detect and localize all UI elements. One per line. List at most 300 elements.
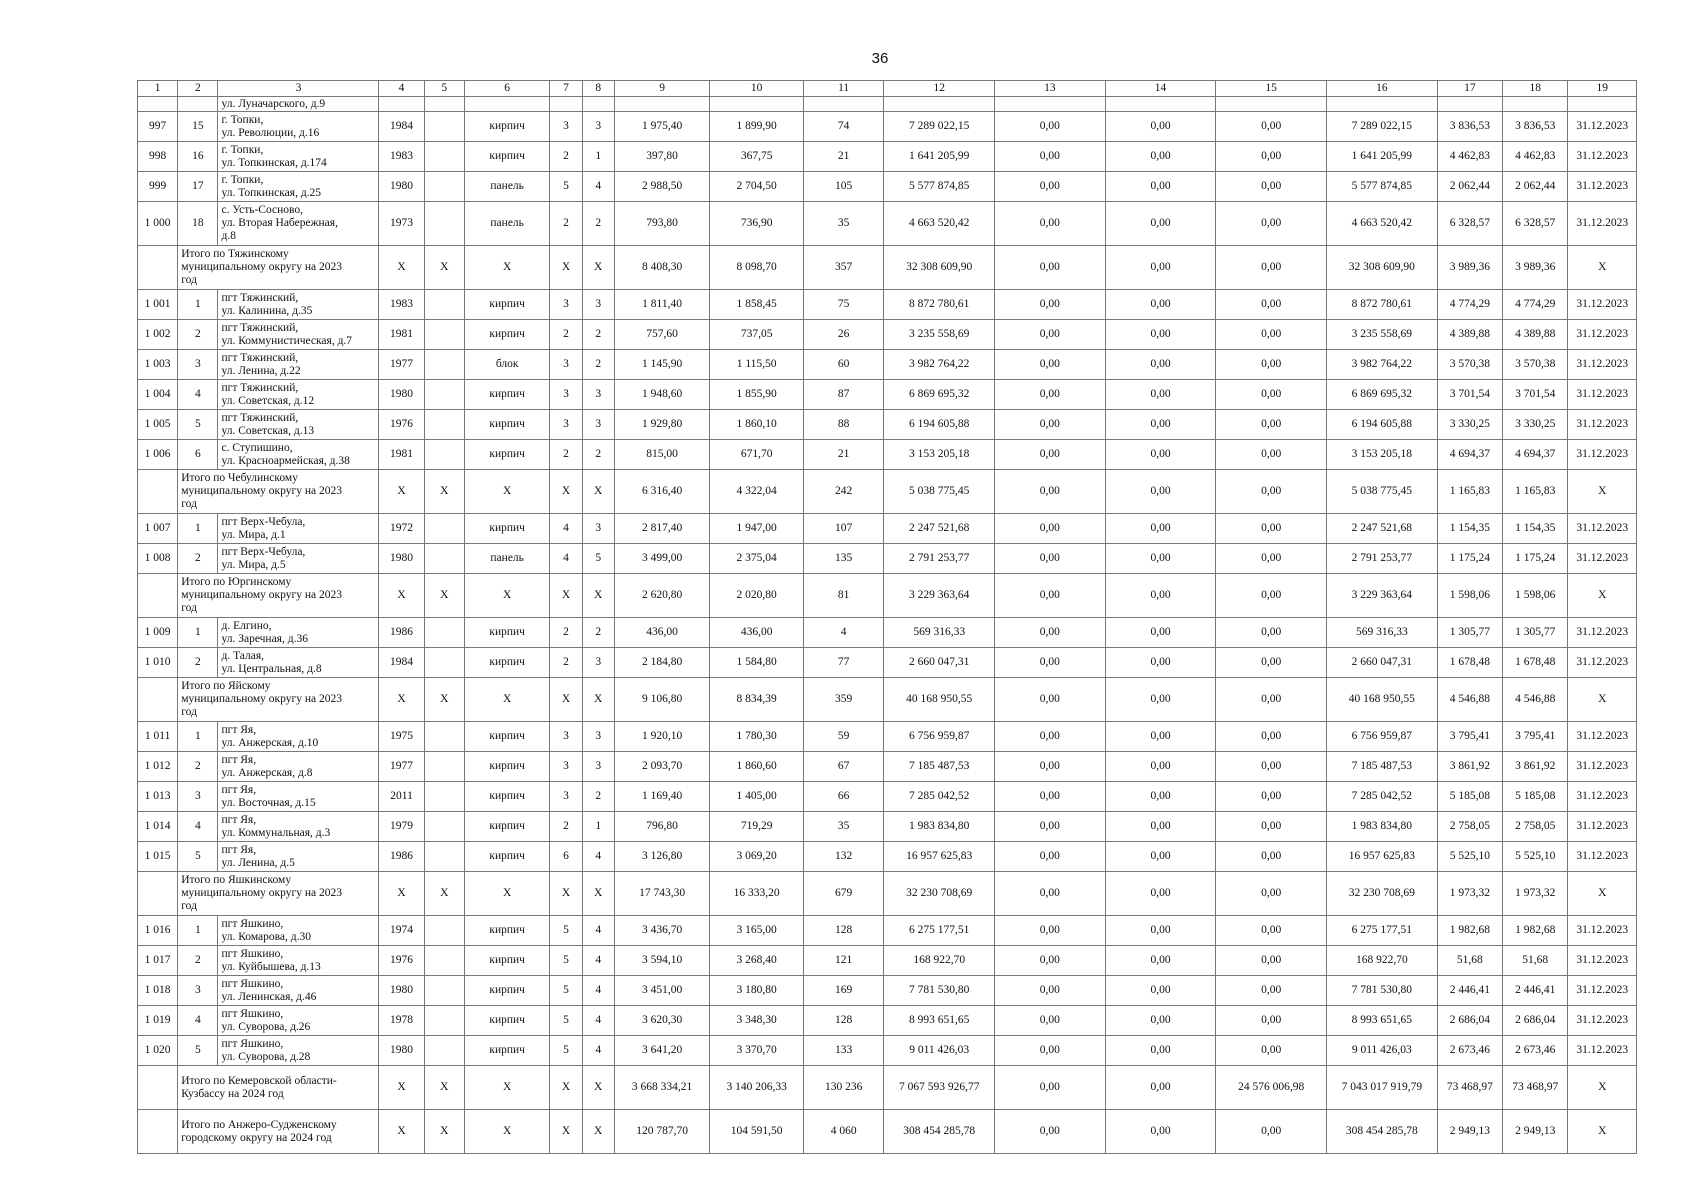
table-cell: 5 [178, 842, 218, 872]
table-cell: 0,00 [1216, 722, 1327, 752]
table-cell: 1 780,30 [710, 722, 804, 752]
table-cell: 0,00 [1105, 722, 1216, 752]
table-cell: X [464, 1066, 550, 1110]
table-cell: 0,00 [1105, 544, 1216, 574]
table-cell: 67 [803, 752, 883, 782]
table-cell: 0,00 [1216, 470, 1327, 514]
table-cell: X [582, 678, 614, 722]
table-cell: 2 375,04 [710, 544, 804, 574]
table-cell [424, 722, 464, 752]
table-cell: 1 017 [138, 946, 178, 976]
table-cell: 2 [582, 440, 614, 470]
column-header-5: 5 [424, 81, 464, 97]
table-cell [424, 514, 464, 544]
table-cell: 3 989,36 [1437, 246, 1502, 290]
table-cell [424, 380, 464, 410]
table-cell: кирпич [464, 290, 550, 320]
table-cell: X [550, 1066, 582, 1110]
table-cell [424, 1036, 464, 1066]
table-cell: 308 454 285,78 [884, 1110, 995, 1154]
table-cell: 6 275 177,51 [884, 916, 995, 946]
address-cell: пгт Верх-Чебула, ул. Мира, д.1 [218, 514, 379, 544]
table-cell: 31.12.2023 [1568, 812, 1637, 842]
table-cell: 4 663 520,42 [1327, 202, 1438, 246]
table-cell: 0,00 [995, 350, 1106, 380]
table-cell: 3 069,20 [710, 842, 804, 872]
table-cell: 1976 [379, 946, 424, 976]
table-row [138, 976, 1637, 1006]
table-cell: 367,75 [710, 142, 804, 172]
table-cell: 0,00 [995, 320, 1106, 350]
table-cell: 3 [178, 976, 218, 1006]
address-cell: пгт Яшкино, ул. Суворова, д.26 [218, 1006, 379, 1036]
table-cell: 8 834,39 [710, 678, 804, 722]
table-cell: 1 175,24 [1437, 544, 1502, 574]
table-cell: X [582, 1110, 614, 1154]
table-cell: 0,00 [1105, 1036, 1216, 1066]
table-cell: 1 641 205,99 [884, 142, 995, 172]
table-cell: X [379, 470, 424, 514]
table-cell: 1 405,00 [710, 782, 804, 812]
column-header-13: 13 [995, 81, 1106, 97]
table-cell: 1 009 [138, 618, 178, 648]
table-cell [1105, 97, 1216, 112]
table-cell: 1 948,60 [614, 380, 710, 410]
table-cell: X [582, 872, 614, 916]
table-cell: 121 [803, 946, 883, 976]
table-cell: 4 389,88 [1503, 320, 1568, 350]
table-cell: 679 [803, 872, 883, 916]
table-cell: 4 774,29 [1437, 290, 1502, 320]
column-header-17: 17 [1437, 81, 1502, 97]
table-cell: 3 [550, 112, 582, 142]
table-cell: X [424, 574, 464, 618]
table-cell: 0,00 [1105, 142, 1216, 172]
table-cell: 31.12.2023 [1568, 544, 1637, 574]
table-cell: 2 446,41 [1503, 976, 1568, 1006]
table-cell: 8 872 780,61 [1327, 290, 1438, 320]
table-cell: 1 007 [138, 514, 178, 544]
header-row [138, 81, 1637, 97]
table-cell: 2 [550, 812, 582, 842]
table-cell: 133 [803, 1036, 883, 1066]
table-cell [710, 97, 804, 112]
table-cell: 671,70 [710, 440, 804, 470]
column-header-11: 11 [803, 81, 883, 97]
table-cell: 0,00 [995, 202, 1106, 246]
table-cell: 0,00 [1105, 648, 1216, 678]
table-cell: 997 [138, 112, 178, 142]
table-cell: 4 [582, 172, 614, 202]
table-cell: 0,00 [1105, 350, 1216, 380]
table-cell: 8 993 651,65 [884, 1006, 995, 1036]
table-cell: 5 [178, 1036, 218, 1066]
table-cell: 2 [582, 202, 614, 246]
table-cell: 0,00 [995, 782, 1106, 812]
table-cell: 0,00 [1105, 872, 1216, 916]
table-cell: 1973 [379, 202, 424, 246]
address-cell: пгт Тяжинский, ул. Коммунистическая, д.7 [218, 320, 379, 350]
column-header-4: 4 [379, 81, 424, 97]
table-cell: 16 957 625,83 [1327, 842, 1438, 872]
table-cell: 4 663 520,42 [884, 202, 995, 246]
table-cell [424, 618, 464, 648]
table-cell: 3 348,30 [710, 1006, 804, 1036]
table-cell: 3 126,80 [614, 842, 710, 872]
table-cell: кирпич [464, 410, 550, 440]
table-cell: кирпич [464, 782, 550, 812]
table-cell: X [582, 1066, 614, 1110]
table-cell: 2 660 047,31 [884, 648, 995, 678]
table-row [138, 440, 1637, 470]
table-cell: 1 006 [138, 440, 178, 470]
table-cell: 31.12.2023 [1568, 350, 1637, 380]
table-cell: 0,00 [1105, 320, 1216, 350]
table-cell: 3 [582, 514, 614, 544]
table-cell: 3 [582, 112, 614, 142]
table-cell: 2 [178, 946, 218, 976]
table-cell: 0,00 [1216, 842, 1327, 872]
table-cell: 51,68 [1503, 946, 1568, 976]
table-cell: 0,00 [995, 976, 1106, 1006]
table-cell: 74 [803, 112, 883, 142]
table-cell: 0,00 [995, 1006, 1106, 1036]
address-cell: пгт Тяжинский, ул. Советская, д.12 [218, 380, 379, 410]
table-cell: 397,80 [614, 142, 710, 172]
table-cell: 4 [582, 916, 614, 946]
table-cell: 31.12.2023 [1568, 320, 1637, 350]
table-cell [1503, 97, 1568, 112]
table-cell: 3 989,36 [1503, 246, 1568, 290]
table-cell: 569 316,33 [1327, 618, 1438, 648]
table-cell: 0,00 [995, 246, 1106, 290]
table-cell: 3 [582, 722, 614, 752]
table-cell: X [550, 678, 582, 722]
table-cell: 0,00 [995, 812, 1106, 842]
table-cell: кирпич [464, 648, 550, 678]
table-cell: 3 836,53 [1437, 112, 1502, 142]
table-cell: 1981 [379, 320, 424, 350]
table-cell: X [464, 470, 550, 514]
address-cell: пгт Яя, ул. Восточная, д.15 [218, 782, 379, 812]
table-cell [138, 1110, 178, 1154]
table-cell: 757,60 [614, 320, 710, 350]
table-cell: 2 093,70 [614, 752, 710, 782]
table-cell: 3 180,80 [710, 976, 804, 1006]
table-cell: 0,00 [1105, 470, 1216, 514]
table-cell: 1 678,48 [1503, 648, 1568, 678]
table-cell: 4 694,37 [1503, 440, 1568, 470]
table-cell: 736,90 [710, 202, 804, 246]
table-cell: X [550, 1110, 582, 1154]
column-header-1: 1 [138, 81, 178, 97]
column-header-15: 15 [1216, 81, 1327, 97]
table-cell: 1 982,68 [1503, 916, 1568, 946]
table-cell: X [582, 470, 614, 514]
table-cell: 0,00 [1216, 172, 1327, 202]
table-row [138, 142, 1637, 172]
table-cell: 1 982,68 [1437, 916, 1502, 946]
page-number: 36 [871, 50, 889, 67]
table-cell: 2 [178, 544, 218, 574]
table-cell: кирпич [464, 722, 550, 752]
table-cell [138, 1066, 178, 1110]
table-cell: 0,00 [1216, 574, 1327, 618]
table-cell [138, 872, 178, 916]
table-cell: 0,00 [1216, 1006, 1327, 1036]
subtotal-label: Итого по Анжеро-Судженскому городскому округу на 2024 год [178, 1110, 379, 1154]
table-cell: 3 [178, 350, 218, 380]
table-cell: 5 185,08 [1503, 782, 1568, 812]
table-cell: X [379, 678, 424, 722]
table-cell: 0,00 [1216, 514, 1327, 544]
table-cell: 3 [582, 648, 614, 678]
table-cell: 1986 [379, 842, 424, 872]
table-cell: 0,00 [1105, 112, 1216, 142]
table-cell: 5 038 775,45 [1327, 470, 1438, 514]
table-cell: 1977 [379, 752, 424, 782]
table-cell: 3 641,20 [614, 1036, 710, 1066]
table-cell: 31.12.2023 [1568, 290, 1637, 320]
table-cell: 2 791 253,77 [884, 544, 995, 574]
subtotal-row [138, 1066, 1637, 1110]
table-cell: 0,00 [1216, 440, 1327, 470]
table-cell: 105 [803, 172, 883, 202]
address-cell: пгт Тяжинский, ул. Советская, д.13 [218, 410, 379, 440]
table-cell: 1975 [379, 722, 424, 752]
table-cell: 3 668 334,21 [614, 1066, 710, 1110]
table-cell: 1 002 [138, 320, 178, 350]
table-cell: X [424, 470, 464, 514]
table-cell: 5 038 775,45 [884, 470, 995, 514]
table-cell: 2 686,04 [1437, 1006, 1502, 1036]
table-cell: 3 330,25 [1503, 410, 1568, 440]
table-cell [138, 246, 178, 290]
table-cell [424, 648, 464, 678]
table-cell: 1 154,35 [1503, 514, 1568, 544]
table-cell: 1 012 [138, 752, 178, 782]
table-cell [424, 782, 464, 812]
table-cell: 3 [178, 782, 218, 812]
table-cell: 3 153 205,18 [1327, 440, 1438, 470]
table-cell: 1 598,06 [1437, 574, 1502, 618]
column-header-18: 18 [1503, 81, 1568, 97]
table-cell: 0,00 [995, 1036, 1106, 1066]
table-cell: 0,00 [1105, 246, 1216, 290]
table-cell: 135 [803, 544, 883, 574]
table-cell: 0,00 [995, 142, 1106, 172]
table-cell: 0,00 [1105, 290, 1216, 320]
table-cell: 40 168 950,55 [1327, 678, 1438, 722]
table-cell: 35 [803, 202, 883, 246]
address-cell: с. Ступишино, ул. Красноармейская, д.38 [218, 440, 379, 470]
table-cell: 1983 [379, 290, 424, 320]
table-header [138, 81, 1637, 97]
table-cell: 0,00 [1216, 350, 1327, 380]
table-cell: 0,00 [1105, 410, 1216, 440]
table-cell: 1 899,90 [710, 112, 804, 142]
table-cell: 0,00 [1216, 618, 1327, 648]
table-cell: 2 [582, 782, 614, 812]
table-cell: 0,00 [1216, 1036, 1327, 1066]
table-row [138, 812, 1637, 842]
table-cell: 2 062,44 [1503, 172, 1568, 202]
table-cell: 31.12.2023 [1568, 722, 1637, 752]
table-cell: 4 [582, 1006, 614, 1036]
table-cell [424, 946, 464, 976]
table-cell: 31.12.2023 [1568, 202, 1637, 246]
table-row [138, 842, 1637, 872]
table-cell: 7 289 022,15 [1327, 112, 1438, 142]
table-cell [379, 97, 424, 112]
subtotal-label: Итого по Чебулинскому муниципальному округу на 2023 год [178, 470, 379, 514]
table-cell: 3 [582, 380, 614, 410]
table-cell: панель [464, 172, 550, 202]
table-cell: 0,00 [1105, 618, 1216, 648]
table-cell [424, 842, 464, 872]
address-cell: г. Топки, ул. Революции, д.16 [218, 112, 379, 142]
address-cell: с. Усть-Сосново, ул. Вторая Набережная, д.8 [218, 202, 379, 246]
table-cell: 569 316,33 [884, 618, 995, 648]
table-cell: 4 462,83 [1437, 142, 1502, 172]
table-cell: 17 743,30 [614, 872, 710, 916]
table-cell: 7 285 042,52 [1327, 782, 1438, 812]
table-cell: 168 922,70 [884, 946, 995, 976]
table-cell: 5 [582, 544, 614, 574]
table-cell: 1 641 205,99 [1327, 142, 1438, 172]
table-cell [1568, 97, 1637, 112]
table-cell: 1984 [379, 648, 424, 678]
table-cell: 1978 [379, 1006, 424, 1036]
table-cell [138, 470, 178, 514]
table-cell: 31.12.2023 [1568, 618, 1637, 648]
subtotal-row [138, 872, 1637, 916]
table-row [138, 514, 1637, 544]
table-cell: 2 247 521,68 [1327, 514, 1438, 544]
table-cell: 0,00 [1216, 410, 1327, 440]
table-cell: 2 620,80 [614, 574, 710, 618]
table-cell: 1 013 [138, 782, 178, 812]
table-cell: 31.12.2023 [1568, 1006, 1637, 1036]
table-cell: 4 694,37 [1437, 440, 1502, 470]
table-cell: 168 922,70 [1327, 946, 1438, 976]
table-cell: 3 982 764,22 [884, 350, 995, 380]
table-cell: 3 235 558,69 [884, 320, 995, 350]
table-row [138, 350, 1637, 380]
table-cell: X [550, 872, 582, 916]
subtotal-label: Итого по Яйскому муниципальному округу на 2023 год [178, 678, 379, 722]
table-cell: 31.12.2023 [1568, 440, 1637, 470]
table-cell: X [550, 470, 582, 514]
column-header-9: 9 [614, 81, 710, 97]
column-header-6: 6 [464, 81, 550, 97]
table-cell: 999 [138, 172, 178, 202]
table-cell: 4 [582, 1036, 614, 1066]
table-cell: 1 860,10 [710, 410, 804, 440]
table-cell: 0,00 [1216, 872, 1327, 916]
table-cell: 0,00 [1216, 112, 1327, 142]
table-cell [424, 142, 464, 172]
table-cell: 4 462,83 [1503, 142, 1568, 172]
table-cell: X [379, 246, 424, 290]
table-cell: 0,00 [1105, 678, 1216, 722]
column-header-16: 16 [1327, 81, 1438, 97]
table-cell: 0,00 [1105, 1110, 1216, 1154]
table-cell: 4 [582, 842, 614, 872]
table-cell: 2 [550, 142, 582, 172]
table-cell: 1 [582, 142, 614, 172]
table-cell: 2 [582, 618, 614, 648]
table-cell [138, 678, 178, 722]
table-row [138, 648, 1637, 678]
table-cell: 0,00 [1105, 514, 1216, 544]
table-cell: 1980 [379, 380, 424, 410]
table-cell: 6 194 605,88 [1327, 410, 1438, 440]
table-cell: кирпич [464, 752, 550, 782]
table-cell: 15 [178, 112, 218, 142]
table-cell: 0,00 [995, 574, 1106, 618]
table-cell: 1 855,90 [710, 380, 804, 410]
table-cell: 3 235 558,69 [1327, 320, 1438, 350]
table-cell: 4 322,04 [710, 470, 804, 514]
table-cell: 1 008 [138, 544, 178, 574]
table-row [138, 172, 1637, 202]
table-cell: 3 982 764,22 [1327, 350, 1438, 380]
table-cell: 2 [550, 618, 582, 648]
table-cell: 4 546,88 [1503, 678, 1568, 722]
table-cell: панель [464, 202, 550, 246]
column-header-3: 3 [218, 81, 379, 97]
table-cell: 1 165,83 [1503, 470, 1568, 514]
table-cell: кирпич [464, 1006, 550, 1036]
table-cell [424, 440, 464, 470]
table-cell: 0,00 [1216, 380, 1327, 410]
table-cell: 1 003 [138, 350, 178, 380]
table-cell [424, 1006, 464, 1036]
table-cell: 2 817,40 [614, 514, 710, 544]
table-cell: 0,00 [995, 946, 1106, 976]
subtotal-label: Итого по Тяжинскому муниципальному округу на 2023 год [178, 246, 379, 290]
table-cell: 75 [803, 290, 883, 320]
table-row [138, 410, 1637, 440]
table-cell: 4 060 [803, 1110, 883, 1154]
table-cell: 3 [550, 380, 582, 410]
table-cell: X [424, 246, 464, 290]
table-cell: 1 920,10 [614, 722, 710, 752]
table-cell: 1 584,80 [710, 648, 804, 678]
table-cell: 1 973,32 [1503, 872, 1568, 916]
table-cell: 9 011 426,03 [884, 1036, 995, 1066]
table-cell: 3 [582, 752, 614, 782]
table-cell: 3 451,00 [614, 976, 710, 1006]
table-cell: 2 [550, 202, 582, 246]
table-cell: 1 165,83 [1437, 470, 1502, 514]
table-cell: 0,00 [995, 380, 1106, 410]
table-cell: X [379, 872, 424, 916]
table-cell: 0,00 [995, 648, 1106, 678]
table-cell: 6 756 959,87 [1327, 722, 1438, 752]
table-cell: 81 [803, 574, 883, 618]
table-cell: 32 308 609,90 [884, 246, 995, 290]
subtotal-label: Итого по Яшкинскому муниципальному округу на 2023 год [178, 872, 379, 916]
table-cell: 2 [550, 440, 582, 470]
table-cell: X [424, 1110, 464, 1154]
table-cell: 1980 [379, 544, 424, 574]
table-row [138, 320, 1637, 350]
table-row [138, 722, 1637, 752]
table-cell: 1 811,40 [614, 290, 710, 320]
table-cell: 5 577 874,85 [884, 172, 995, 202]
